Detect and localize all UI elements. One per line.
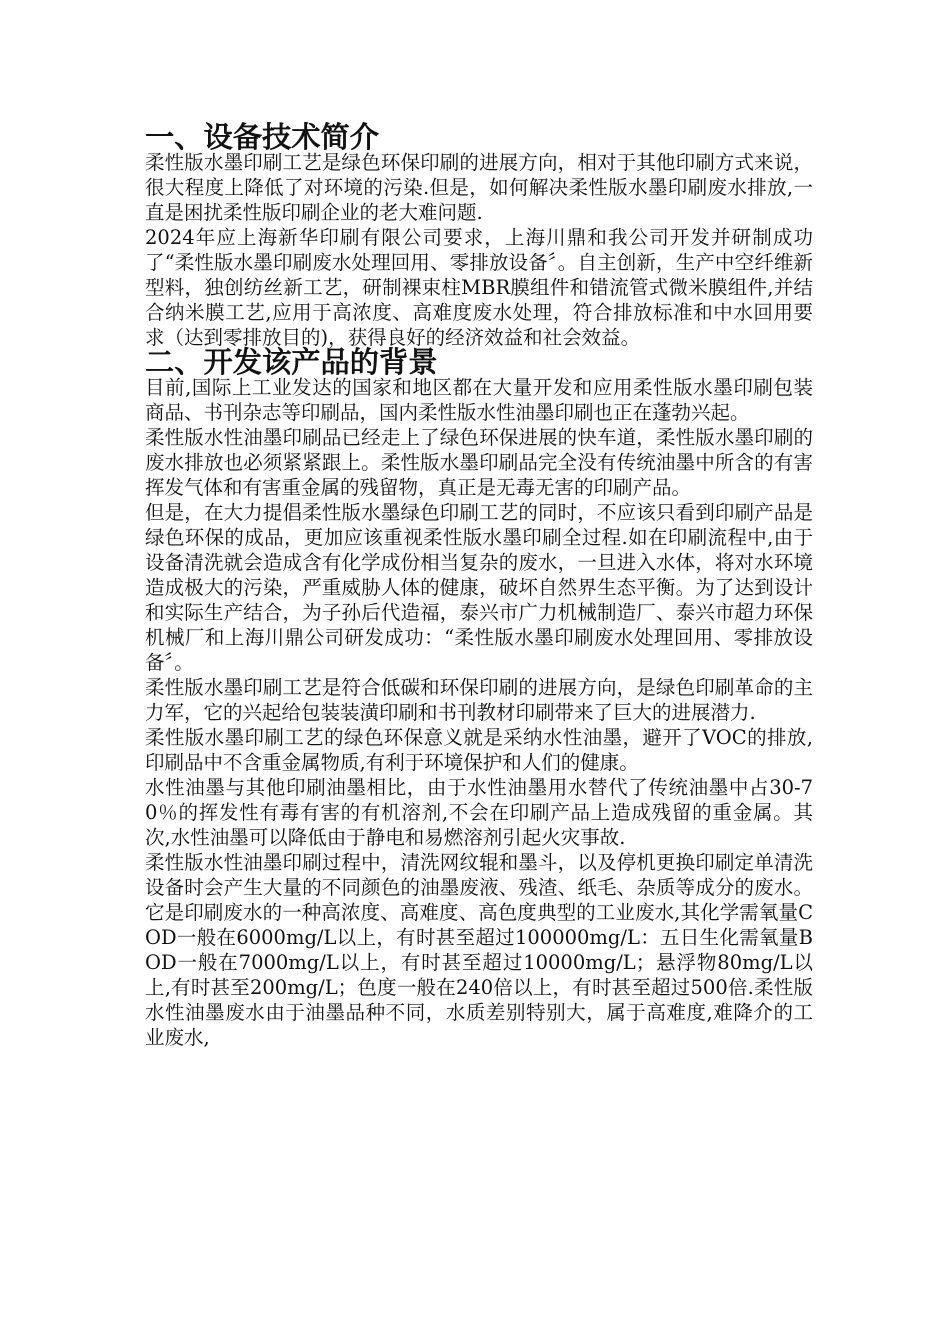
paragraph: 但是，在大力提倡柔性版水墨绿色印刷工艺的同时，不应该只看到印刷产品是绿色环保的成品，更加应该重视柔性版水墨印刷全过程.如在印刷流程中,由于设备清洗就会造成含有化学成份相当复杂的废水，一旦进入水体，将对水环境造成极大的污染，严重威胁人体的健康，破坏自然界生态平衡。为了达到设计和实际生产结合，为子孙后代造福，泰兴市广力机械制造厂、泰兴市超力环保机械厂和上海川鼎公司研发成功：“柔性版水墨印刷废水处理回用、零排放设备〞。 [145,501,813,674]
paragraph: 2024年应上海新华印刷有限公司要求，上海川鼎和我公司开发并研制成功了“柔性版水墨印刷废水处理回用、零排放设备〞。自主创新，生产中空纤维新型料，独创纺丝新工艺，研制裸束柱MBR膜组件和错流管式微米膜组件,并结合纳米膜工艺,应用于高浓度、高难度废水处理，符合排放标准和中水回用要求（达到零排放目的)，获得良好的经济效益和社会效益。 [145,226,813,349]
paragraph: 柔性版水墨印刷工艺是绿色环保印刷的进展方向，相对于其他印刷方式来说，很大程度上降低了对环境的污染.但是，如何解决柔性版水墨印刷废水排放,一直是困扰柔性版印刷企业的老大难问题. [145,151,813,224]
document-page [145,120,813,1050]
paragraph: 水性油墨与其他印刷油墨相比，由于水性油墨用水替代了传统油墨中占30-70％的挥发性有毒有害的有机溶剂,不会在印刷产品上造成残留的重金属。其次,水性油墨可以降低由于静电和易燃溶剂引起火灾事故. [145,776,813,849]
section-heading-equipment-overview: 一、设备技术简介 [145,120,379,154]
paragraph: 柔性版水性油墨印刷品已经走上了绿色环保进展的快车道，柔性版水墨印刷的废水排放也必须紧紧跟上。柔性版水墨印刷品完全没有传统油墨中所含的有害挥发气体和有害重金属的残留物，真正是无毒无害的印刷产品。 [145,426,813,499]
section-heading-background: 二、开发该产品的背景 [145,345,438,379]
paragraph: 柔性版水墨印刷工艺的绿色环保意义就是采纳水性油墨，避开了VOC的排放,印刷品中不含重金属物质,有利于环境保护和人们的健康。 [145,726,813,774]
paragraph: 目前,国际上工业发达的国家和地区都在大量开发和应用柔性版水墨印刷包装商品、书刊杂志等印刷品，国内柔性版水性油墨印刷也正在蓬勃兴起。 [145,376,813,424]
paragraph: 柔性版水性油墨印刷过程中，清洗网纹辊和墨斗，以及停机更换印刷定单清洗设备时会产生大量的不同颜色的油墨废液、残渣、纸毛、杂质等成分的废水。它是印刷废水的一种高浓度、高难度、高色度典型的工业废水,其化学需氧量COD一般在6000mg/L以上，有时甚至超过100000mg/L：五日生化需氧量BOD一般在7000mg/L以上，有时甚至超过10000mg/L；悬浮物80mg/L以上,有时甚至200mg/L；色度一般在240倍以上，有时甚至超过500倍.柔性版水性油墨废水由于油墨品种不同，水质差别特别大，属于高难度,难降介的工业废水, [145,851,813,1049]
paragraph: 柔性版水墨印刷工艺是符合低碳和环保印刷的进展方向，是绿色印刷革命的主力军，它的兴起给包装装潢印刷和书刊教材印刷带来了巨大的进展潜力. [145,676,813,724]
